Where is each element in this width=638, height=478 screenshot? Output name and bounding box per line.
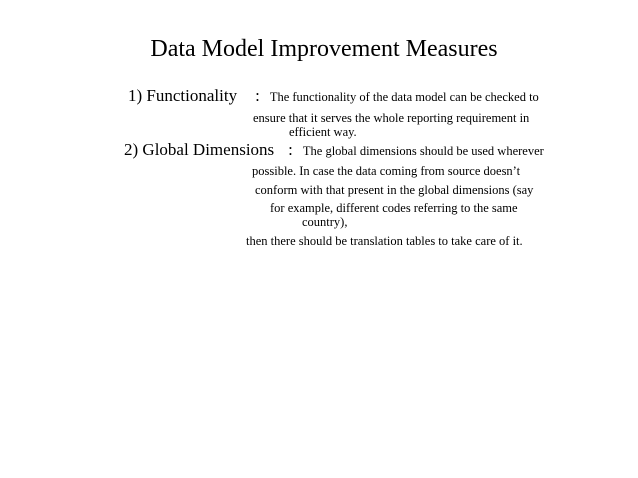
item-1-line-3: efficient way. (289, 125, 357, 139)
item-1-line-2: ensure that it serves the whole reporting requirement in (253, 111, 530, 125)
slide-title: Data Model Improvement Measures (150, 36, 498, 62)
item-2-line-6: then there should be translation tables to take care of it. (246, 234, 523, 248)
item-2-first-line (124, 141, 544, 160)
item-2-line-1: The global dimensions should be used wherever (302, 144, 544, 158)
item-2-separator: : (288, 140, 293, 159)
item-2-heading: 2) Global Dimensions (124, 140, 275, 159)
item-1-heading: 1) Functionality (128, 86, 238, 105)
item-2-line-4: for example, different codes referring to the same (270, 201, 518, 215)
item-1-line-1: The functionality of the data model can be checked to (269, 90, 539, 104)
item-2-line-5: country), (302, 215, 348, 229)
item-2-line-3: conform with that present in the global dimensions (say (255, 183, 534, 197)
item-2-line-2: possible. In case the data coming from source doesn’t (252, 164, 521, 178)
item-1-separator: : (255, 86, 260, 105)
item-1-first-line (128, 87, 539, 106)
